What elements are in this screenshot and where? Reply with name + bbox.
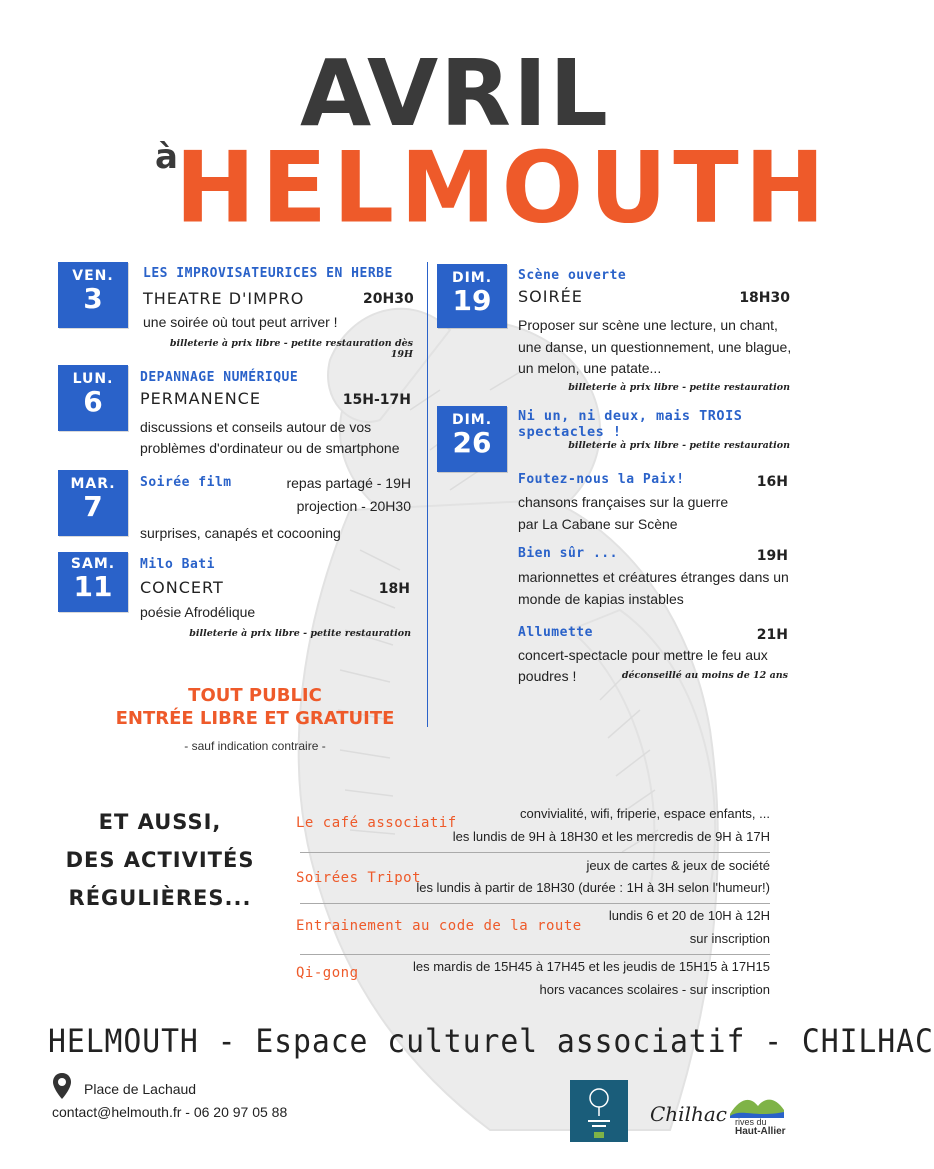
date-dow: DIM. [451, 270, 493, 286]
show-time: 21H [756, 627, 788, 643]
date-badge [437, 406, 507, 472]
public-line-2: ENTRÉE LIBRE ET GRATUITE [115, 708, 395, 729]
tree-icon [570, 1080, 628, 1142]
event-note: billeterie à prix libre - petite restauration [189, 628, 411, 639]
show-description: concert-spectacle pour mettre le feu aux [518, 647, 768, 663]
activity-detail: les mardis de 15H45 à 17H45 et les jeudis de 15H15 à 17H15 [412, 959, 770, 974]
partner-logo-caf [570, 1080, 628, 1142]
date-badge [58, 365, 128, 431]
date-dow: LUN. [72, 371, 114, 387]
activity-name: Soirées Tripot [296, 870, 422, 886]
footer-organization: HELMOUTH - Espace culturel associatif - CHILHAC [48, 1022, 934, 1060]
public-notice [100, 684, 410, 730]
show-name: Foutez-nous la Paix! [518, 472, 685, 487]
date-day: 19 [452, 284, 492, 317]
event-description: une danse, un questionnement, une blague, [518, 339, 792, 355]
event-time: 20H30 [363, 291, 414, 307]
show-description: marionnettes et créatures étranges dans un [518, 569, 789, 585]
event-description: discussions et conseils autour de vos [140, 419, 372, 435]
show-note: déconseillé au moins de 12 ans [621, 670, 788, 681]
event-category: Ni un, ni deux, mais TROIS spectacles ! [518, 408, 743, 440]
activity-detail: hors vacances scolaires - sur inscription [539, 982, 770, 997]
event-title: CONCERT [140, 578, 224, 597]
show-description: chansons françaises sur la guerre [518, 494, 729, 510]
footer-contact[interactable]: contact@helmouth.fr - 06 20 97 05 88 [52, 1104, 288, 1120]
location-pin-icon [52, 1072, 72, 1100]
activity-separator [300, 954, 770, 955]
activity-detail: lundis 6 et 20 de 10H à 12H [608, 908, 770, 923]
event-category: DEPANNAGE NUMÉRIQUE [140, 370, 299, 385]
activity-detail: convivialité, wifi, friperie, espace enfants, ... [519, 806, 770, 821]
show-description: par La Cabane sur Scène [518, 516, 678, 532]
date-dow: SAM. [70, 556, 116, 572]
date-dow: MAR. [70, 476, 116, 492]
partner-logo-rives-line-2: Haut-Allier [735, 1126, 786, 1137]
title-venue: HELMOUTH [175, 130, 832, 246]
activities-heading-line-2: DES ACTIVITÉS [65, 848, 255, 872]
show-description: poudres ! [518, 668, 577, 684]
event-time: 18H [378, 581, 410, 597]
activities-heading-line-3: RÉGULIÈRES... [68, 886, 252, 910]
event-time: projection - 20H30 [296, 498, 411, 514]
event-category: Soirée film [140, 475, 232, 490]
activities-heading [40, 803, 280, 917]
date-badge [58, 552, 128, 612]
event-time: 15H-17H [342, 392, 411, 408]
activities-heading-line-1: ET AUSSI, [98, 810, 222, 834]
show-time: 16H [756, 474, 788, 490]
event-title: PERMANENCE [140, 389, 261, 408]
date-dow: VEN. [72, 268, 114, 284]
event-note: billeterie à prix libre - petite restauration [568, 382, 790, 393]
activity-detail: les lundis à partir de 18H30 (durée : 1H à 3H selon l'humeur!) [416, 880, 770, 895]
date-day: 11 [73, 570, 113, 603]
activity-detail: sur inscription [689, 931, 770, 946]
activity-name: Le café associatif [296, 815, 457, 831]
public-line-1: TOUT PUBLIC [188, 685, 322, 706]
date-badge [58, 470, 128, 536]
title-month: AVRIL [300, 40, 610, 147]
event-note: billeterie à prix libre - petite restauration [568, 440, 790, 451]
date-day: 6 [83, 385, 103, 418]
event-title: SOIRÉE [518, 287, 583, 306]
date-badge [58, 262, 128, 328]
event-title: THEATRE D'IMPRO [143, 289, 305, 308]
date-dow: DIM. [451, 412, 493, 428]
event-description: Proposer sur scène une lecture, un chant, [518, 317, 778, 333]
show-name: Allumette [518, 625, 593, 640]
event-time: repas partagé - 19H [286, 475, 411, 491]
date-day: 26 [452, 426, 492, 459]
event-category: Scène ouverte [518, 268, 627, 283]
public-exception: - sauf indication contraire - [184, 739, 326, 753]
activity-separator [300, 903, 770, 904]
event-category: Milo Bati [140, 557, 215, 572]
event-note: billeterie à prix libre - petite restauration dès 19H [169, 338, 413, 360]
partner-logo-rives-line-1: rives du [735, 1117, 767, 1127]
date-day: 3 [83, 282, 103, 315]
title-preposition: à [155, 137, 178, 177]
partner-logo-rives [735, 1118, 786, 1136]
event-description: poésie Afrodélique [140, 604, 256, 620]
activity-detail: jeux de cartes & jeux de société [586, 858, 770, 873]
date-day: 7 [83, 490, 103, 523]
date-badge [437, 264, 507, 328]
activity-separator [300, 852, 770, 853]
event-description: problèmes d'ordinateur ou de smartphone [140, 440, 400, 456]
event-description: un melon, une patate... [518, 360, 662, 376]
footer-place: Place de Lachaud [84, 1081, 197, 1097]
show-name: Bien sûr ... [518, 546, 618, 561]
event-description: une soirée où tout peut arriver ! [143, 314, 338, 330]
show-description: monde de kapias instables [518, 591, 684, 607]
activity-name: Qi-gong [296, 965, 359, 981]
event-description: surprises, canapés et cocooning [140, 525, 341, 541]
event-category: LES IMPROVISATEURICES EN HERBE [143, 266, 393, 281]
column-divider [427, 262, 428, 727]
show-time: 19H [756, 548, 788, 564]
activity-name: Entrainement au code de la route [296, 918, 582, 934]
activity-detail: les lundis de 9H à 18H30 et les mercredis de 9H à 17H [452, 829, 770, 844]
event-time: 18H30 [739, 290, 790, 306]
partner-logo-chilhac: Chilhac [650, 1102, 727, 1126]
